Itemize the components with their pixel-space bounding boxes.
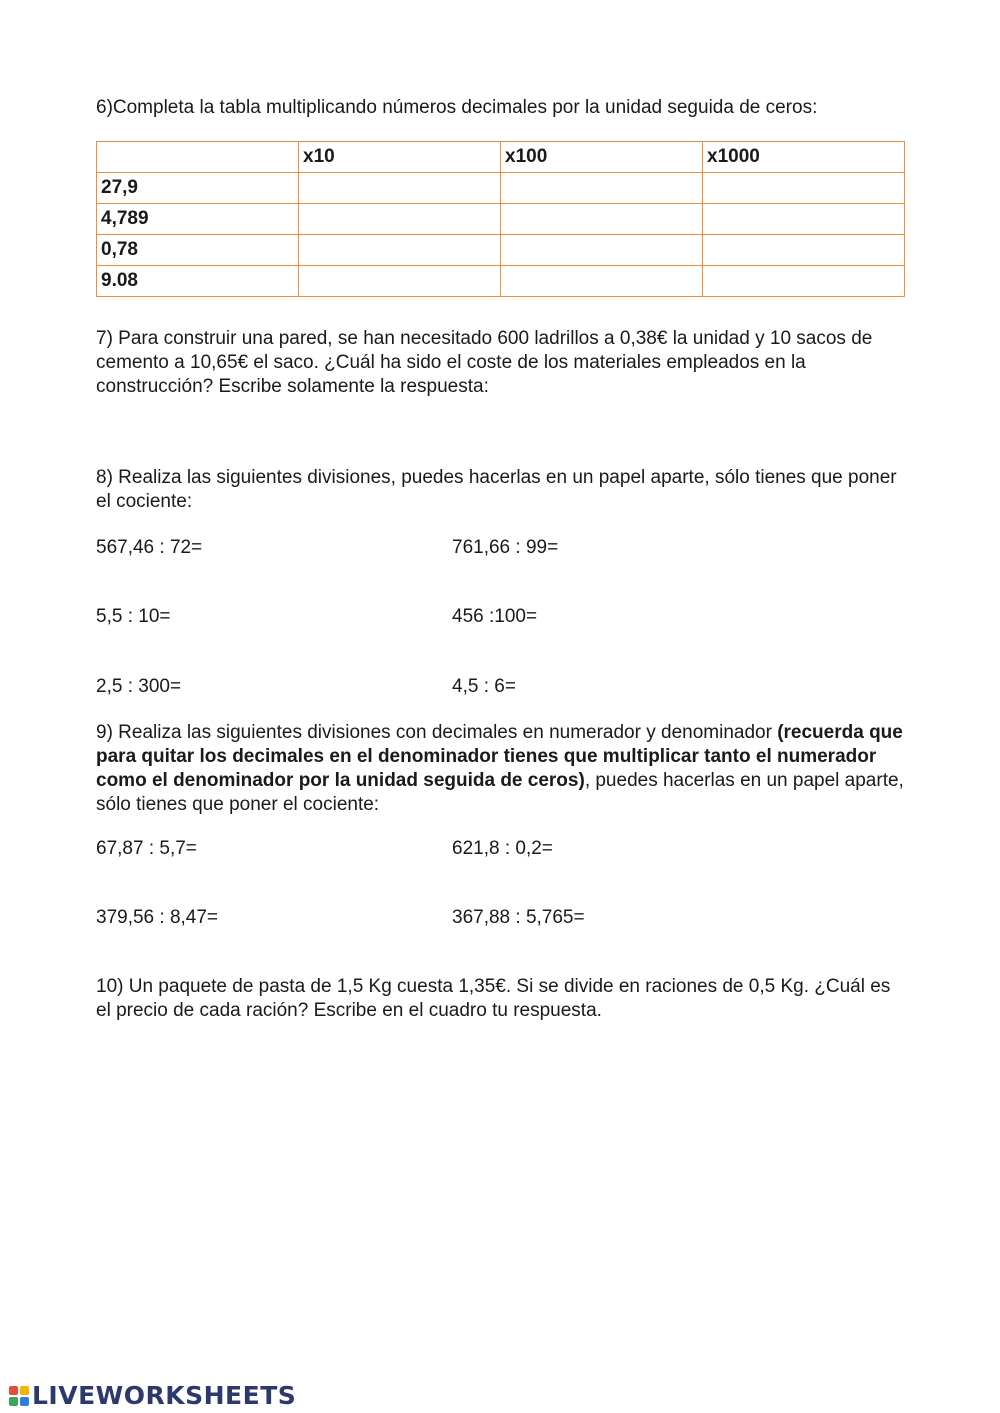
table-row [97,204,905,235]
division-item: 367,88 : 5,765= [452,907,585,928]
answer-cell-x1000[interactable] [703,266,905,297]
table-row [97,266,905,297]
question-8-text: 8) Realiza las siguientes divisiones, puedes hacerlas en un papel aparte, sólo tienes que poner el cociente: [96,467,897,512]
division-item: 621,8 : 0,2= [452,838,553,859]
division-item: 67,87 : 5,7= [96,838,197,859]
logo-square [9,1397,18,1406]
division-item: 379,56 : 8,47= [96,907,219,928]
multiplication-table [96,141,905,297]
division-row [96,605,906,629]
answer-cell-x100[interactable] [501,235,703,266]
logo-square [9,1386,18,1395]
table-row [97,173,905,204]
question-9-hint: (recuerda que para quitar los decimales en el denominador tienes que multiplicar tanto el numerador como el denominador por la unidad seguida de ceros) [96,722,903,791]
table-header-cell: x10 [299,142,501,173]
answer-cell-x10[interactable] [299,173,501,204]
answer-cell-x1000[interactable] [703,204,905,235]
answer-cell-x100[interactable] [501,266,703,297]
answer-cell-x1000[interactable] [703,235,905,266]
table-header-row [97,142,905,173]
table-row [97,235,905,266]
answer-cell-x10[interactable] [299,235,501,266]
answer-cell-x10[interactable] [299,204,501,235]
liveworksheets-footer [8,1382,296,1410]
row-label: 9.08 [97,266,299,297]
division-item: 2,5 : 300= [96,676,182,697]
question-9-outro: , puedes hacerlas en un papel aparte, sólo tienes que poner el cociente: [96,770,904,815]
question-10-text: 10) Un paquete de pasta de 1,5 Kg cuesta 1,35€. Si se divide en raciones de 0,5 Kg. ¿Cuál es el precio de cada ración? Escribe en el cuadro tu respuesta. [96,976,891,1021]
division-item: 761,66 : 99= [452,537,559,558]
table-header-cell: x1000 [703,142,905,173]
division-row [96,536,906,560]
question-6-text: 6)Completa la tabla multiplicando números decimales por la unidad seguida de ceros: [96,97,818,118]
answer-cell-x1000[interactable] [703,173,905,204]
division-row [96,675,906,699]
division-row [96,906,906,930]
logo-square [20,1397,29,1406]
question-9-intro: 9) Realiza las siguientes divisiones con decimales en numerador y denominador [96,722,778,743]
division-item: 4,5 : 6= [452,676,516,697]
answer-cell-x100[interactable] [501,173,703,204]
answer-cell-x10[interactable] [299,266,501,297]
row-label: 27,9 [97,173,299,204]
division-item: 456 :100= [452,606,538,627]
table-header-cell: x100 [501,142,703,173]
question-9-text [96,721,906,817]
division-item: 567,46 : 72= [96,537,203,558]
answer-cell-x100[interactable] [501,204,703,235]
row-label: 4,789 [97,204,299,235]
brand-name: LIVEWORKSHEETS [32,1381,297,1410]
table-header-cell [97,142,299,173]
logo-square [20,1386,29,1395]
division-row [96,837,906,861]
division-item: 5,5 : 10= [96,606,171,627]
question-7-text: 7) Para construir una pared, se han necesitado 600 ladrillos a 0,38€ la unidad y 10 sacos de cemento a 10,65€ el saco. ¿Cuál ha sido el coste de los materiales empleados en la construcción? Escribe solamente la respuesta: [96,328,873,397]
liveworksheets-logo-icon [8,1385,30,1407]
row-label: 0,78 [97,235,299,266]
